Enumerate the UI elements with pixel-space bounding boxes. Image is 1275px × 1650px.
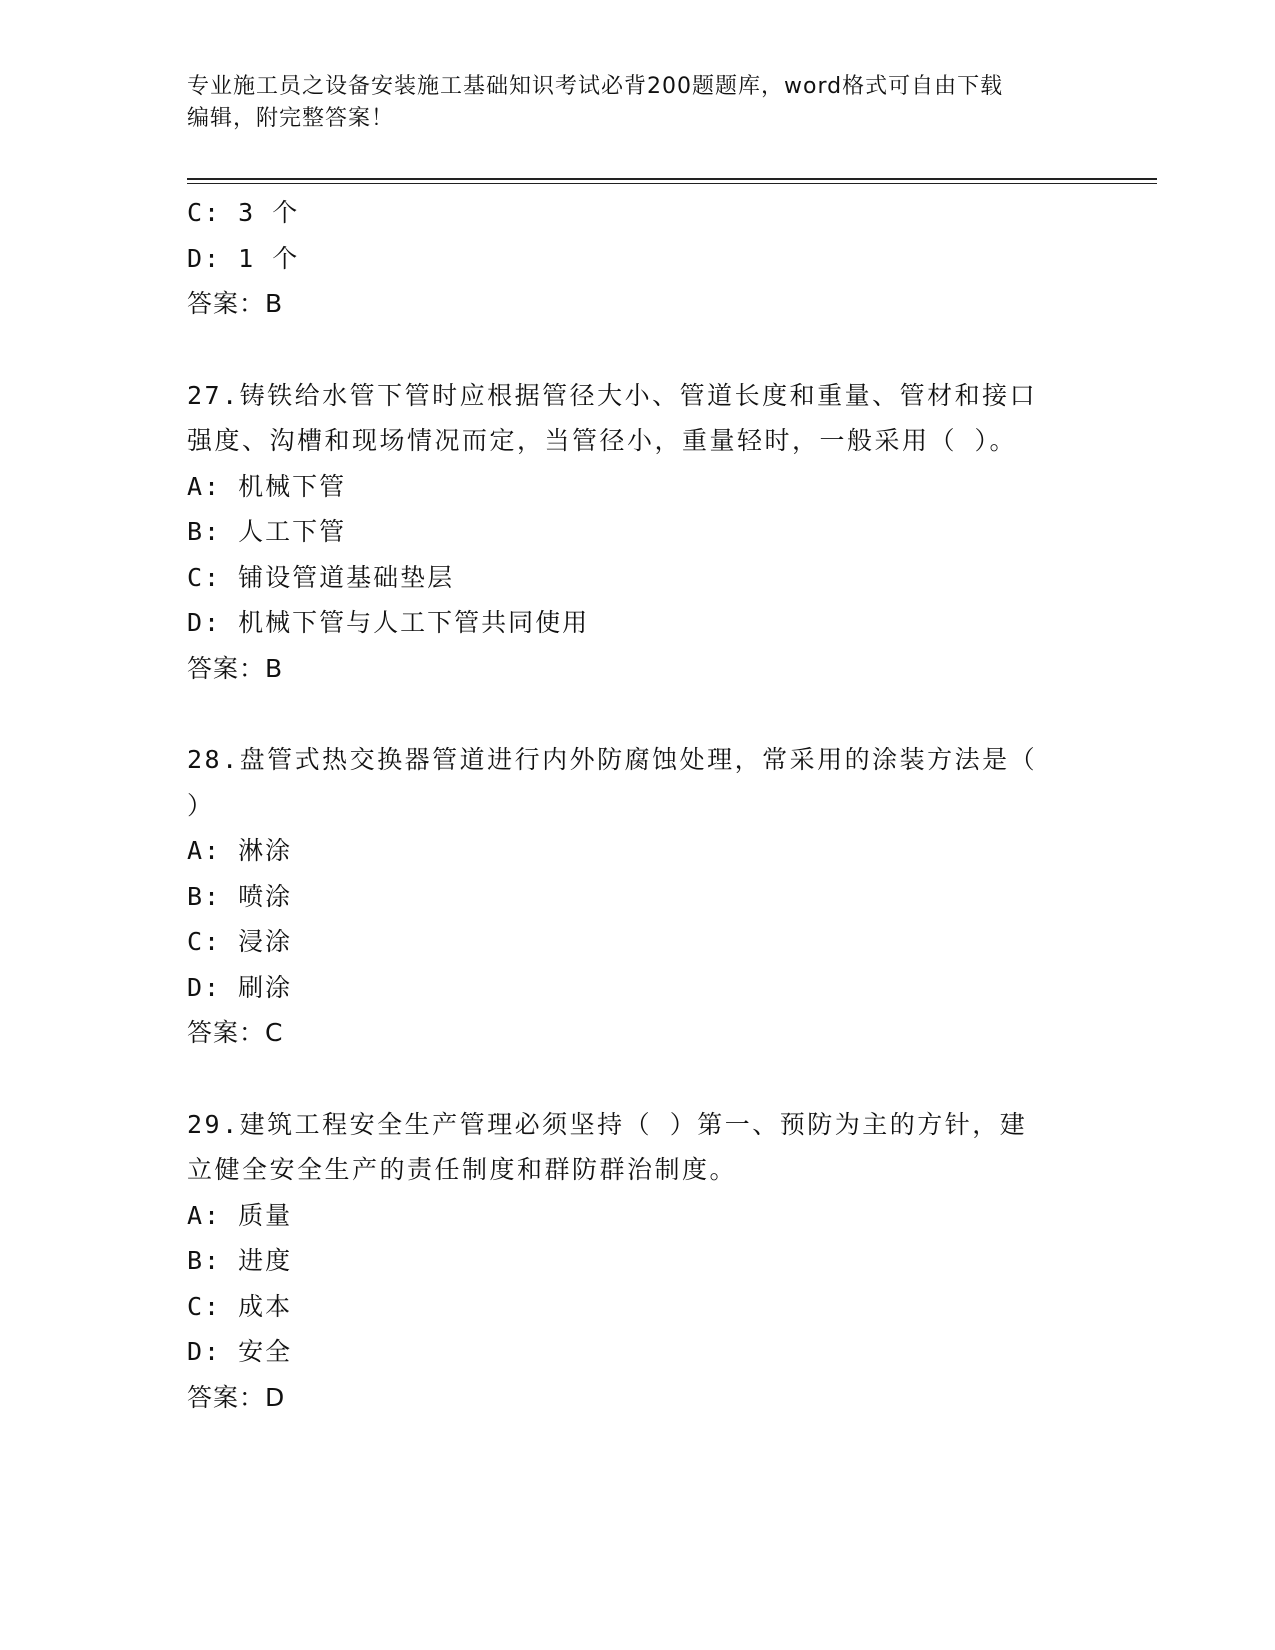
option-d: D: 1 个	[187, 243, 300, 273]
option-b: B: 人工下管	[187, 517, 347, 546]
option-a: A: 机械下管	[187, 471, 347, 501]
answer-line: 答案：B	[187, 653, 284, 683]
question-stem	[187, 737, 1057, 828]
question-stem	[187, 1102, 1057, 1193]
question-27	[187, 373, 1087, 692]
question-28	[187, 737, 1087, 1056]
option-a: A: 淋涂	[187, 836, 293, 865]
header-divider-thick	[187, 178, 1157, 180]
header-divider-thin	[187, 183, 1157, 184]
option-c: C: 铺设管道基础垫层	[187, 562, 455, 592]
question-stem-line-1: 27.铸铁给水管下管时应根据管径大小、管道长度和重量、管材和接口	[187, 380, 1038, 410]
question-stem-line-2: 立健全安全生产的责任制度和群防群治制度。	[187, 1155, 738, 1184]
spacer	[187, 691, 1087, 737]
question-stem-line-2: ）	[187, 790, 215, 820]
option-c: C: 3 个	[187, 198, 300, 227]
spacer	[187, 327, 1087, 373]
option-c: C: 成本	[187, 1291, 293, 1321]
option-a: A: 质量	[187, 1200, 293, 1230]
question-stem-line-1: 29.建筑工程安全生产管理必须坚持（ ）第一、预防为主的方针，建	[187, 1109, 1028, 1139]
option-d: D: 机械下管与人工下管共同使用	[187, 608, 590, 637]
answer-line: 答案：C	[187, 1018, 284, 1047]
option-d: D: 安全	[187, 1337, 293, 1366]
question-stem-line-2: 强度、沟槽和现场情况而定，当管径小，重量轻时，一般采用（ ）。	[187, 426, 1018, 455]
header-title-line-1: 专业施工员之设备安装施工基础知识考试必背200题题库，word格式可自由下载	[187, 74, 1004, 99]
header-title-line-2: 编辑，附完整答案！	[187, 106, 395, 131]
question-list	[187, 190, 1087, 1420]
question-stem-line-1: 28.盘管式热交换器管道进行内外防腐蚀处理，常采用的涂装方法是（	[187, 745, 1038, 774]
document-header	[187, 71, 1087, 135]
answer-line: 答案：D	[187, 1382, 286, 1412]
option-b: B: 进度	[187, 1246, 293, 1275]
question-stem	[187, 373, 1057, 464]
option-b: B: 喷涂	[187, 881, 293, 911]
option-d: D: 刷涂	[187, 972, 293, 1002]
option-c: C: 浸涂	[187, 927, 293, 956]
carryover-question	[187, 190, 1087, 327]
question-29	[187, 1102, 1087, 1421]
answer-line: 答案：B	[187, 289, 284, 318]
spacer	[187, 1056, 1087, 1102]
